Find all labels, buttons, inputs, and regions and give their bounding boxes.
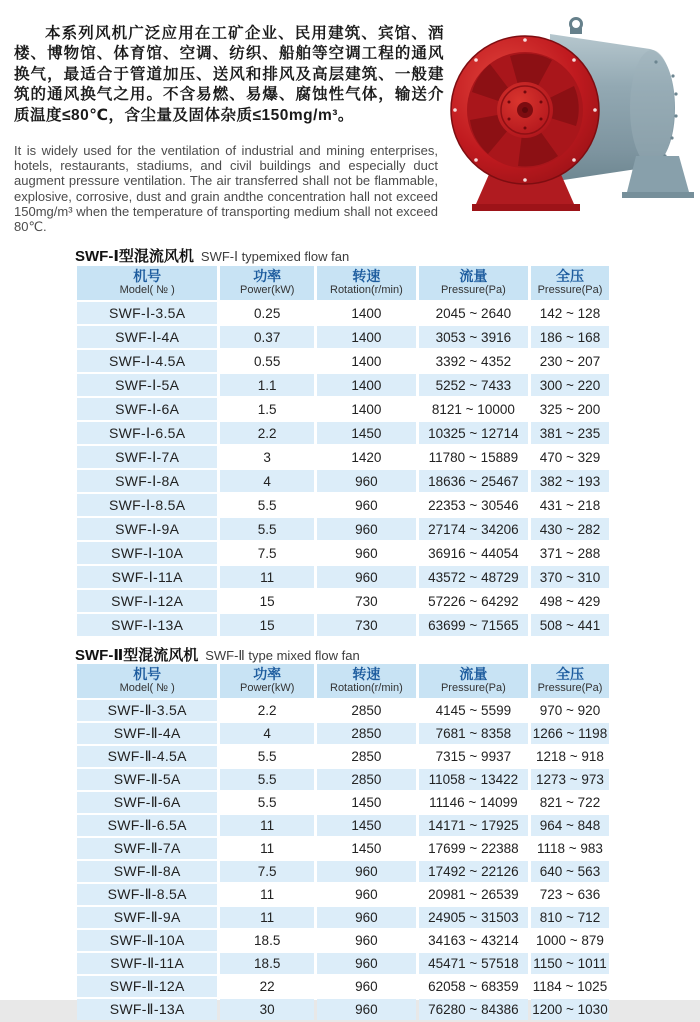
value-cell: 821 ~ 722 <box>531 792 609 813</box>
column-header: 功率 Power(kW) <box>220 266 314 300</box>
value-cell: 1400 <box>317 302 416 324</box>
table-row <box>77 590 609 612</box>
value-cell: 960 <box>317 861 416 882</box>
value-cell: 1.5 <box>220 398 314 420</box>
fan-illustration <box>446 4 700 220</box>
value-cell: 2850 <box>317 746 416 767</box>
value-cell: 7681 ~ 8358 <box>419 723 528 744</box>
value-cell: 17699 ~ 22388 <box>419 838 528 859</box>
value-cell: 498 ~ 429 <box>531 590 609 612</box>
table-row <box>77 566 609 588</box>
value-cell: 3 <box>220 446 314 468</box>
value-cell: 1200 ~ 1030 <box>531 999 609 1020</box>
model-cell: SWF-Ⅰ-9A <box>77 518 217 540</box>
value-cell: 5252 ~ 7433 <box>419 374 528 396</box>
section-title-swf2-en: SWF-Ⅱ type mixed flow fan <box>205 648 360 663</box>
value-cell: 1000 ~ 879 <box>531 930 609 951</box>
value-cell: 57226 ~ 64292 <box>419 590 528 612</box>
value-cell: 5.5 <box>220 792 314 813</box>
section-title-swf1-cn: SWF-Ⅰ型混流风机 <box>75 248 194 265</box>
table-row <box>77 542 609 564</box>
model-cell: SWF-Ⅰ-11A <box>77 566 217 588</box>
column-header: 机号 Model( № ) <box>77 664 217 698</box>
model-cell: SWF-Ⅰ-13A <box>77 614 217 636</box>
swf1-spec-table <box>74 264 612 638</box>
value-cell: 7.5 <box>220 861 314 882</box>
value-cell: 2045 ~ 2640 <box>419 302 528 324</box>
value-cell: 1420 <box>317 446 416 468</box>
value-cell: 2850 <box>317 769 416 790</box>
table-row <box>77 930 609 951</box>
column-header: 功率 Power(kW) <box>220 664 314 698</box>
value-cell: 30 <box>220 999 314 1020</box>
table-row <box>77 700 609 721</box>
value-cell: 2.2 <box>220 700 314 721</box>
table-row <box>77 398 609 420</box>
value-cell: 370 ~ 310 <box>531 566 609 588</box>
table-row <box>77 374 609 396</box>
value-cell: 960 <box>317 999 416 1020</box>
value-cell: 5.5 <box>220 746 314 767</box>
value-cell: 11 <box>220 907 314 928</box>
table-row <box>77 302 609 324</box>
table-row <box>77 769 609 790</box>
value-cell: 18.5 <box>220 953 314 974</box>
model-cell: SWF-Ⅱ-6A <box>77 792 217 813</box>
value-cell: 45471 ~ 57518 <box>419 953 528 974</box>
table-row <box>77 792 609 813</box>
value-cell: 8121 ~ 10000 <box>419 398 528 420</box>
model-cell: SWF-Ⅰ-10A <box>77 542 217 564</box>
value-cell: 430 ~ 282 <box>531 518 609 540</box>
model-cell: SWF-Ⅰ-3.5A <box>77 302 217 324</box>
table-row <box>77 422 609 444</box>
model-cell: SWF-Ⅰ-8.5A <box>77 494 217 516</box>
value-cell: 1118 ~ 983 <box>531 838 609 859</box>
value-cell: 1450 <box>317 792 416 813</box>
value-cell: 11780 ~ 15889 <box>419 446 528 468</box>
section-title-swf2-cn: SWF-Ⅱ型混流风机 <box>75 647 199 664</box>
value-cell: 2850 <box>317 700 416 721</box>
value-cell: 22 <box>220 976 314 997</box>
value-cell: 7315 ~ 9937 <box>419 746 528 767</box>
value-cell: 230 ~ 207 <box>531 350 609 372</box>
value-cell: 142 ~ 128 <box>531 302 609 324</box>
value-cell: 27174 ~ 34206 <box>419 518 528 540</box>
value-cell: 63699 ~ 71565 <box>419 614 528 636</box>
value-cell: 1266 ~ 1198 <box>531 723 609 744</box>
value-cell: 14171 ~ 17925 <box>419 815 528 836</box>
table-row <box>77 470 609 492</box>
value-cell: 970 ~ 920 <box>531 700 609 721</box>
value-cell: 960 <box>317 953 416 974</box>
value-cell: 7.5 <box>220 542 314 564</box>
model-cell: SWF-Ⅱ-5A <box>77 769 217 790</box>
value-cell: 960 <box>317 518 416 540</box>
value-cell: 1450 <box>317 815 416 836</box>
model-cell: SWF-Ⅱ-13A <box>77 999 217 1020</box>
value-cell: 470 ~ 329 <box>531 446 609 468</box>
value-cell: 22353 ~ 30546 <box>419 494 528 516</box>
value-cell: 730 <box>317 590 416 612</box>
mixed-flow-fan-image <box>446 4 700 220</box>
value-cell: 11146 ~ 14099 <box>419 792 528 813</box>
header-row <box>77 664 609 698</box>
model-cell: SWF-Ⅱ-4.5A <box>77 746 217 767</box>
value-cell: 960 <box>317 907 416 928</box>
value-cell: 300 ~ 220 <box>531 374 609 396</box>
fan-impeller <box>451 36 599 184</box>
value-cell: 382 ~ 193 <box>531 470 609 492</box>
model-cell: SWF-Ⅰ-7A <box>77 446 217 468</box>
column-header: 流量 Pressure(Pa) <box>419 664 528 698</box>
value-cell: 2.2 <box>220 422 314 444</box>
table-row <box>77 953 609 974</box>
section-title-swf1 <box>75 245 349 266</box>
table-row <box>77 838 609 859</box>
model-cell: SWF-Ⅱ-12A <box>77 976 217 997</box>
table-row <box>77 723 609 744</box>
header-row <box>77 266 609 300</box>
value-cell: 186 ~ 168 <box>531 326 609 348</box>
table-row <box>77 518 609 540</box>
value-cell: 1218 ~ 918 <box>531 746 609 767</box>
value-cell: 20981 ~ 26539 <box>419 884 528 905</box>
value-cell: 17492 ~ 22126 <box>419 861 528 882</box>
value-cell: 5.5 <box>220 518 314 540</box>
value-cell: 960 <box>317 566 416 588</box>
value-cell: 0.55 <box>220 350 314 372</box>
value-cell: 11 <box>220 884 314 905</box>
column-header: 全压 Pressure(Pa) <box>531 266 609 300</box>
value-cell: 640 ~ 563 <box>531 861 609 882</box>
value-cell: 723 ~ 636 <box>531 884 609 905</box>
value-cell: 11058 ~ 13422 <box>419 769 528 790</box>
model-cell: SWF-Ⅰ-5A <box>77 374 217 396</box>
value-cell: 11 <box>220 815 314 836</box>
value-cell: 4 <box>220 723 314 744</box>
value-cell: 76280 ~ 84386 <box>419 999 528 1020</box>
model-cell: SWF-Ⅱ-6.5A <box>77 815 217 836</box>
value-cell: 3392 ~ 4352 <box>419 350 528 372</box>
model-cell: SWF-Ⅱ-7A <box>77 838 217 859</box>
value-cell: 1400 <box>317 374 416 396</box>
model-cell: SWF-Ⅱ-10A <box>77 930 217 951</box>
value-cell: 1400 <box>317 350 416 372</box>
table-row <box>77 815 609 836</box>
table-row <box>77 884 609 905</box>
value-cell: 11 <box>220 838 314 859</box>
value-cell: 24905 ~ 31503 <box>419 907 528 928</box>
model-cell: SWF-Ⅱ-11A <box>77 953 217 974</box>
section-title-swf1-en: SWF-Ⅰ typemixed flow fan <box>200 249 350 264</box>
intro-paragraph-english: It is widely used for the ventilation of industrial and mining enterprises, hotels, restaurants, stadiums, and civil buildings and especially duct augment pressure ventilation. The air transferred shall not be flammable, explosive, corrosive, dust and grain andthe concentration hall not exceed 150mg/m³ when the temperature of transporting medium shall not exceed 80℃. <box>14 143 438 235</box>
value-cell: 960 <box>317 542 416 564</box>
model-cell: SWF-Ⅱ-8.5A <box>77 884 217 905</box>
column-header: 全压 Pressure(Pa) <box>531 664 609 698</box>
value-cell: 1450 <box>317 422 416 444</box>
value-cell: 1400 <box>317 326 416 348</box>
value-cell: 960 <box>317 884 416 905</box>
model-cell: SWF-Ⅰ-8A <box>77 470 217 492</box>
value-cell: 381 ~ 235 <box>531 422 609 444</box>
value-cell: 36916 ~ 44054 <box>419 542 528 564</box>
value-cell: 371 ~ 288 <box>531 542 609 564</box>
value-cell: 0.25 <box>220 302 314 324</box>
model-cell: SWF-Ⅰ-4.5A <box>77 350 217 372</box>
column-header: 流量 Pressure(Pa) <box>419 266 528 300</box>
table-row <box>77 746 609 767</box>
value-cell: 810 ~ 712 <box>531 907 609 928</box>
model-cell: SWF-Ⅱ-8A <box>77 861 217 882</box>
table-row <box>77 999 609 1020</box>
value-cell: 325 ~ 200 <box>531 398 609 420</box>
intro-paragraph-chinese: 本系列风机广泛应用在工矿企业、民用建筑、宾馆、酒楼、博物馆、体育馆、空调、纺织、船舶等空调工程的通风换气，最适合于管道加压、送风和排风及高层建筑、一般建筑的通风换气之用。不含易燃、易爆、腐蚀性气体，输送介质温度≤80℃，含尘量及固体杂质≤150mg/m³。 <box>14 24 444 124</box>
value-cell: 18636 ~ 25467 <box>419 470 528 492</box>
model-cell: SWF-Ⅱ-9A <box>77 907 217 928</box>
value-cell: 5.5 <box>220 769 314 790</box>
model-cell: SWF-Ⅰ-12A <box>77 590 217 612</box>
lifting-eye-icon <box>570 19 582 35</box>
column-header: 转速 Rotation(r/min) <box>317 266 416 300</box>
value-cell: 2850 <box>317 723 416 744</box>
value-cell: 1450 <box>317 838 416 859</box>
value-cell: 1.1 <box>220 374 314 396</box>
column-header: 转速 Rotation(r/min) <box>317 664 416 698</box>
table-row <box>77 861 609 882</box>
value-cell: 62058 ~ 68359 <box>419 976 528 997</box>
value-cell: 431 ~ 218 <box>531 494 609 516</box>
value-cell: 964 ~ 848 <box>531 815 609 836</box>
value-cell: 1150 ~ 1011 <box>531 953 609 974</box>
value-cell: 11 <box>220 566 314 588</box>
value-cell: 43572 ~ 48729 <box>419 566 528 588</box>
value-cell: 15 <box>220 590 314 612</box>
value-cell: 10325 ~ 12714 <box>419 422 528 444</box>
value-cell: 960 <box>317 930 416 951</box>
value-cell: 34163 ~ 43214 <box>419 930 528 951</box>
table-row <box>77 494 609 516</box>
value-cell: 960 <box>317 494 416 516</box>
value-cell: 4 <box>220 470 314 492</box>
table-row <box>77 907 609 928</box>
table-row <box>77 614 609 636</box>
table-row <box>77 326 609 348</box>
model-cell: SWF-Ⅱ-4A <box>77 723 217 744</box>
value-cell: 0.37 <box>220 326 314 348</box>
model-cell: SWF-Ⅰ-6A <box>77 398 217 420</box>
value-cell: 730 <box>317 614 416 636</box>
value-cell: 1184 ~ 1025 <box>531 976 609 997</box>
model-cell: SWF-Ⅰ-6.5A <box>77 422 217 444</box>
value-cell: 18.5 <box>220 930 314 951</box>
value-cell: 508 ~ 441 <box>531 614 609 636</box>
value-cell: 15 <box>220 614 314 636</box>
value-cell: 960 <box>317 976 416 997</box>
model-cell: SWF-Ⅱ-3.5A <box>77 700 217 721</box>
value-cell: 960 <box>317 470 416 492</box>
table-row <box>77 976 609 997</box>
value-cell: 1400 <box>317 398 416 420</box>
value-cell: 4145 ~ 5599 <box>419 700 528 721</box>
column-header: 机号 Model( № ) <box>77 266 217 300</box>
value-cell: 5.5 <box>220 494 314 516</box>
model-cell: SWF-Ⅰ-4A <box>77 326 217 348</box>
table-row <box>77 350 609 372</box>
value-cell: 1273 ~ 973 <box>531 769 609 790</box>
swf2-spec-table <box>74 662 612 1022</box>
value-cell: 3053 ~ 3916 <box>419 326 528 348</box>
table-row <box>77 446 609 468</box>
